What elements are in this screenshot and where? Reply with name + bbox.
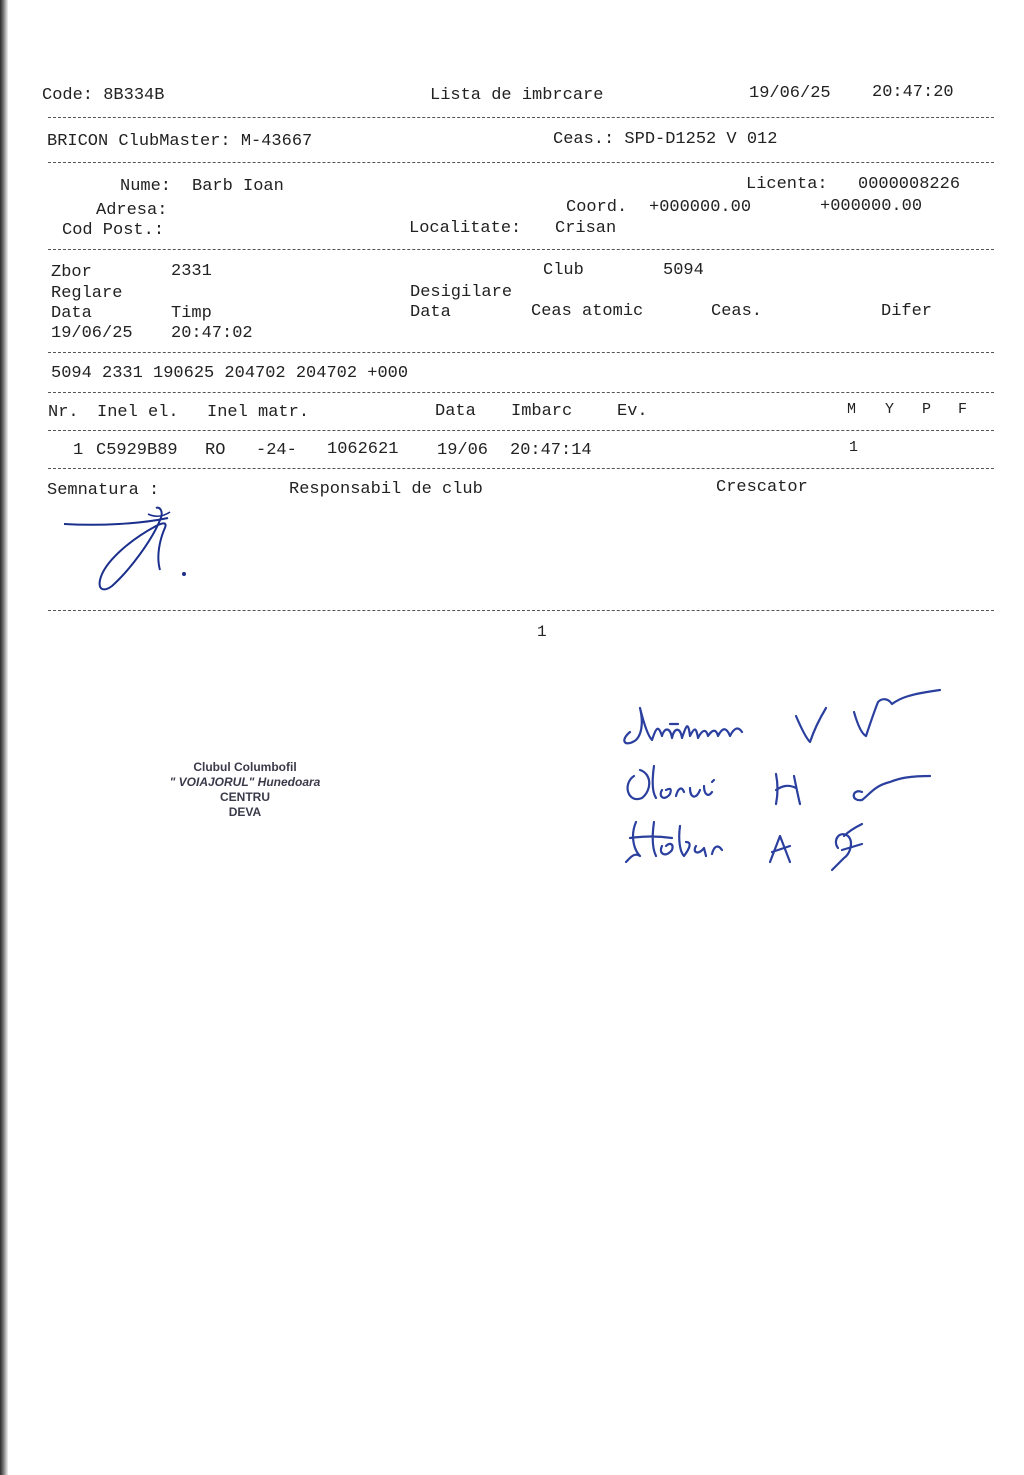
col-header-imbarc: Imbarc — [511, 402, 573, 421]
basket-time: 20:47:14 — [510, 441, 592, 460]
handwritten-signature — [60, 500, 200, 600]
reglare-label: Reglare — [51, 284, 123, 303]
coord-x: +000000.00 — [649, 198, 752, 217]
col-header-data: Data — [435, 402, 476, 421]
atomic-clock-label: Ceas atomic — [531, 302, 644, 321]
locality-value: Crisan — [555, 219, 617, 238]
postal-code-label: Cod Post.: — [62, 221, 165, 240]
difference-label: Difer — [881, 302, 933, 321]
locality-label: Localitate: — [409, 219, 522, 238]
divider-line — [48, 392, 994, 393]
stamp-line-4: DEVA — [228, 805, 262, 819]
club-responsible-label: Responsabil de club — [289, 480, 483, 499]
divider-line — [48, 162, 994, 163]
ring-year: -24- — [256, 441, 297, 460]
club-label: Club — [543, 261, 584, 280]
breeder-label: Crescator — [716, 478, 808, 497]
member-name: Barb Ioan — [192, 177, 284, 196]
ring-electronic: C5929B89 — [96, 441, 178, 460]
basket-date: 19/06 — [437, 441, 489, 460]
handwritten-witness-names — [600, 680, 960, 880]
divider-line — [48, 430, 994, 431]
date-label: Data — [51, 304, 92, 323]
col-header-y: Y — [885, 401, 895, 418]
reglare-time: 20:47:02 — [171, 324, 253, 343]
divider-line — [48, 117, 994, 118]
divider-line — [48, 249, 994, 250]
desigilare-label: Desigilare — [410, 283, 513, 302]
page-edge-shadow — [0, 0, 8, 1475]
stamp-line-3: CENTRU — [220, 790, 270, 804]
header-date: 19/06/25 — [749, 84, 831, 103]
document-code: Code: 8B334B — [42, 86, 165, 105]
time-label: Timp — [171, 304, 212, 323]
col-header-m: M — [847, 401, 857, 418]
address-label: Adresa: — [96, 201, 168, 220]
flight-code-line: 5094 2331 190625 204702 204702 +000 — [51, 364, 409, 383]
col-header-inel-el: Inel el. — [97, 403, 179, 422]
document-title: Lista de imbrcare — [430, 86, 604, 105]
flight-number: 2331 — [171, 262, 212, 281]
divider-line — [48, 352, 994, 353]
col-header-p: P — [922, 401, 932, 418]
page-number: 1 — [537, 623, 547, 641]
divider-line — [48, 468, 994, 469]
license-number: 0000008226 — [858, 175, 961, 194]
coord-label: Coord. — [566, 198, 628, 217]
ring-country: RO — [205, 441, 226, 460]
license-label: Licenta: — [746, 175, 828, 194]
clock-id: Ceas.: SPD-D1252 V 012 — [553, 130, 778, 149]
name-label: Nume: — [120, 177, 172, 196]
col-header-inel-matr: Inel matr. — [207, 403, 310, 422]
club-number: 5094 — [663, 261, 704, 280]
coord-y: +000000.00 — [820, 197, 923, 216]
reglare-date: 19/06/25 — [51, 324, 133, 343]
club-master-id: BRICON ClubMaster: M-43667 — [47, 132, 313, 151]
col-header-ev: Ev. — [617, 402, 648, 421]
flight-label: Zbor — [51, 263, 92, 282]
row-number: 1 — [73, 441, 84, 460]
club-stamp — [140, 760, 350, 820]
col-header-f: F — [958, 401, 968, 418]
row-m-value: 1 — [849, 439, 859, 456]
stamp-line-1: Clubul Columbofil — [193, 760, 297, 774]
divider-line — [48, 610, 994, 611]
signature-label: Semnatura : — [47, 481, 160, 500]
ring-matriculation: 1062621 — [327, 440, 399, 459]
header-time: 20:47:20 — [872, 83, 954, 102]
desigilare-date-label: Data — [410, 303, 451, 322]
clock-label: Ceas. — [711, 302, 763, 321]
col-header-nr: Nr. — [48, 403, 79, 422]
stamp-line-2: " VOIAJORUL" Hunedoara — [169, 775, 321, 789]
